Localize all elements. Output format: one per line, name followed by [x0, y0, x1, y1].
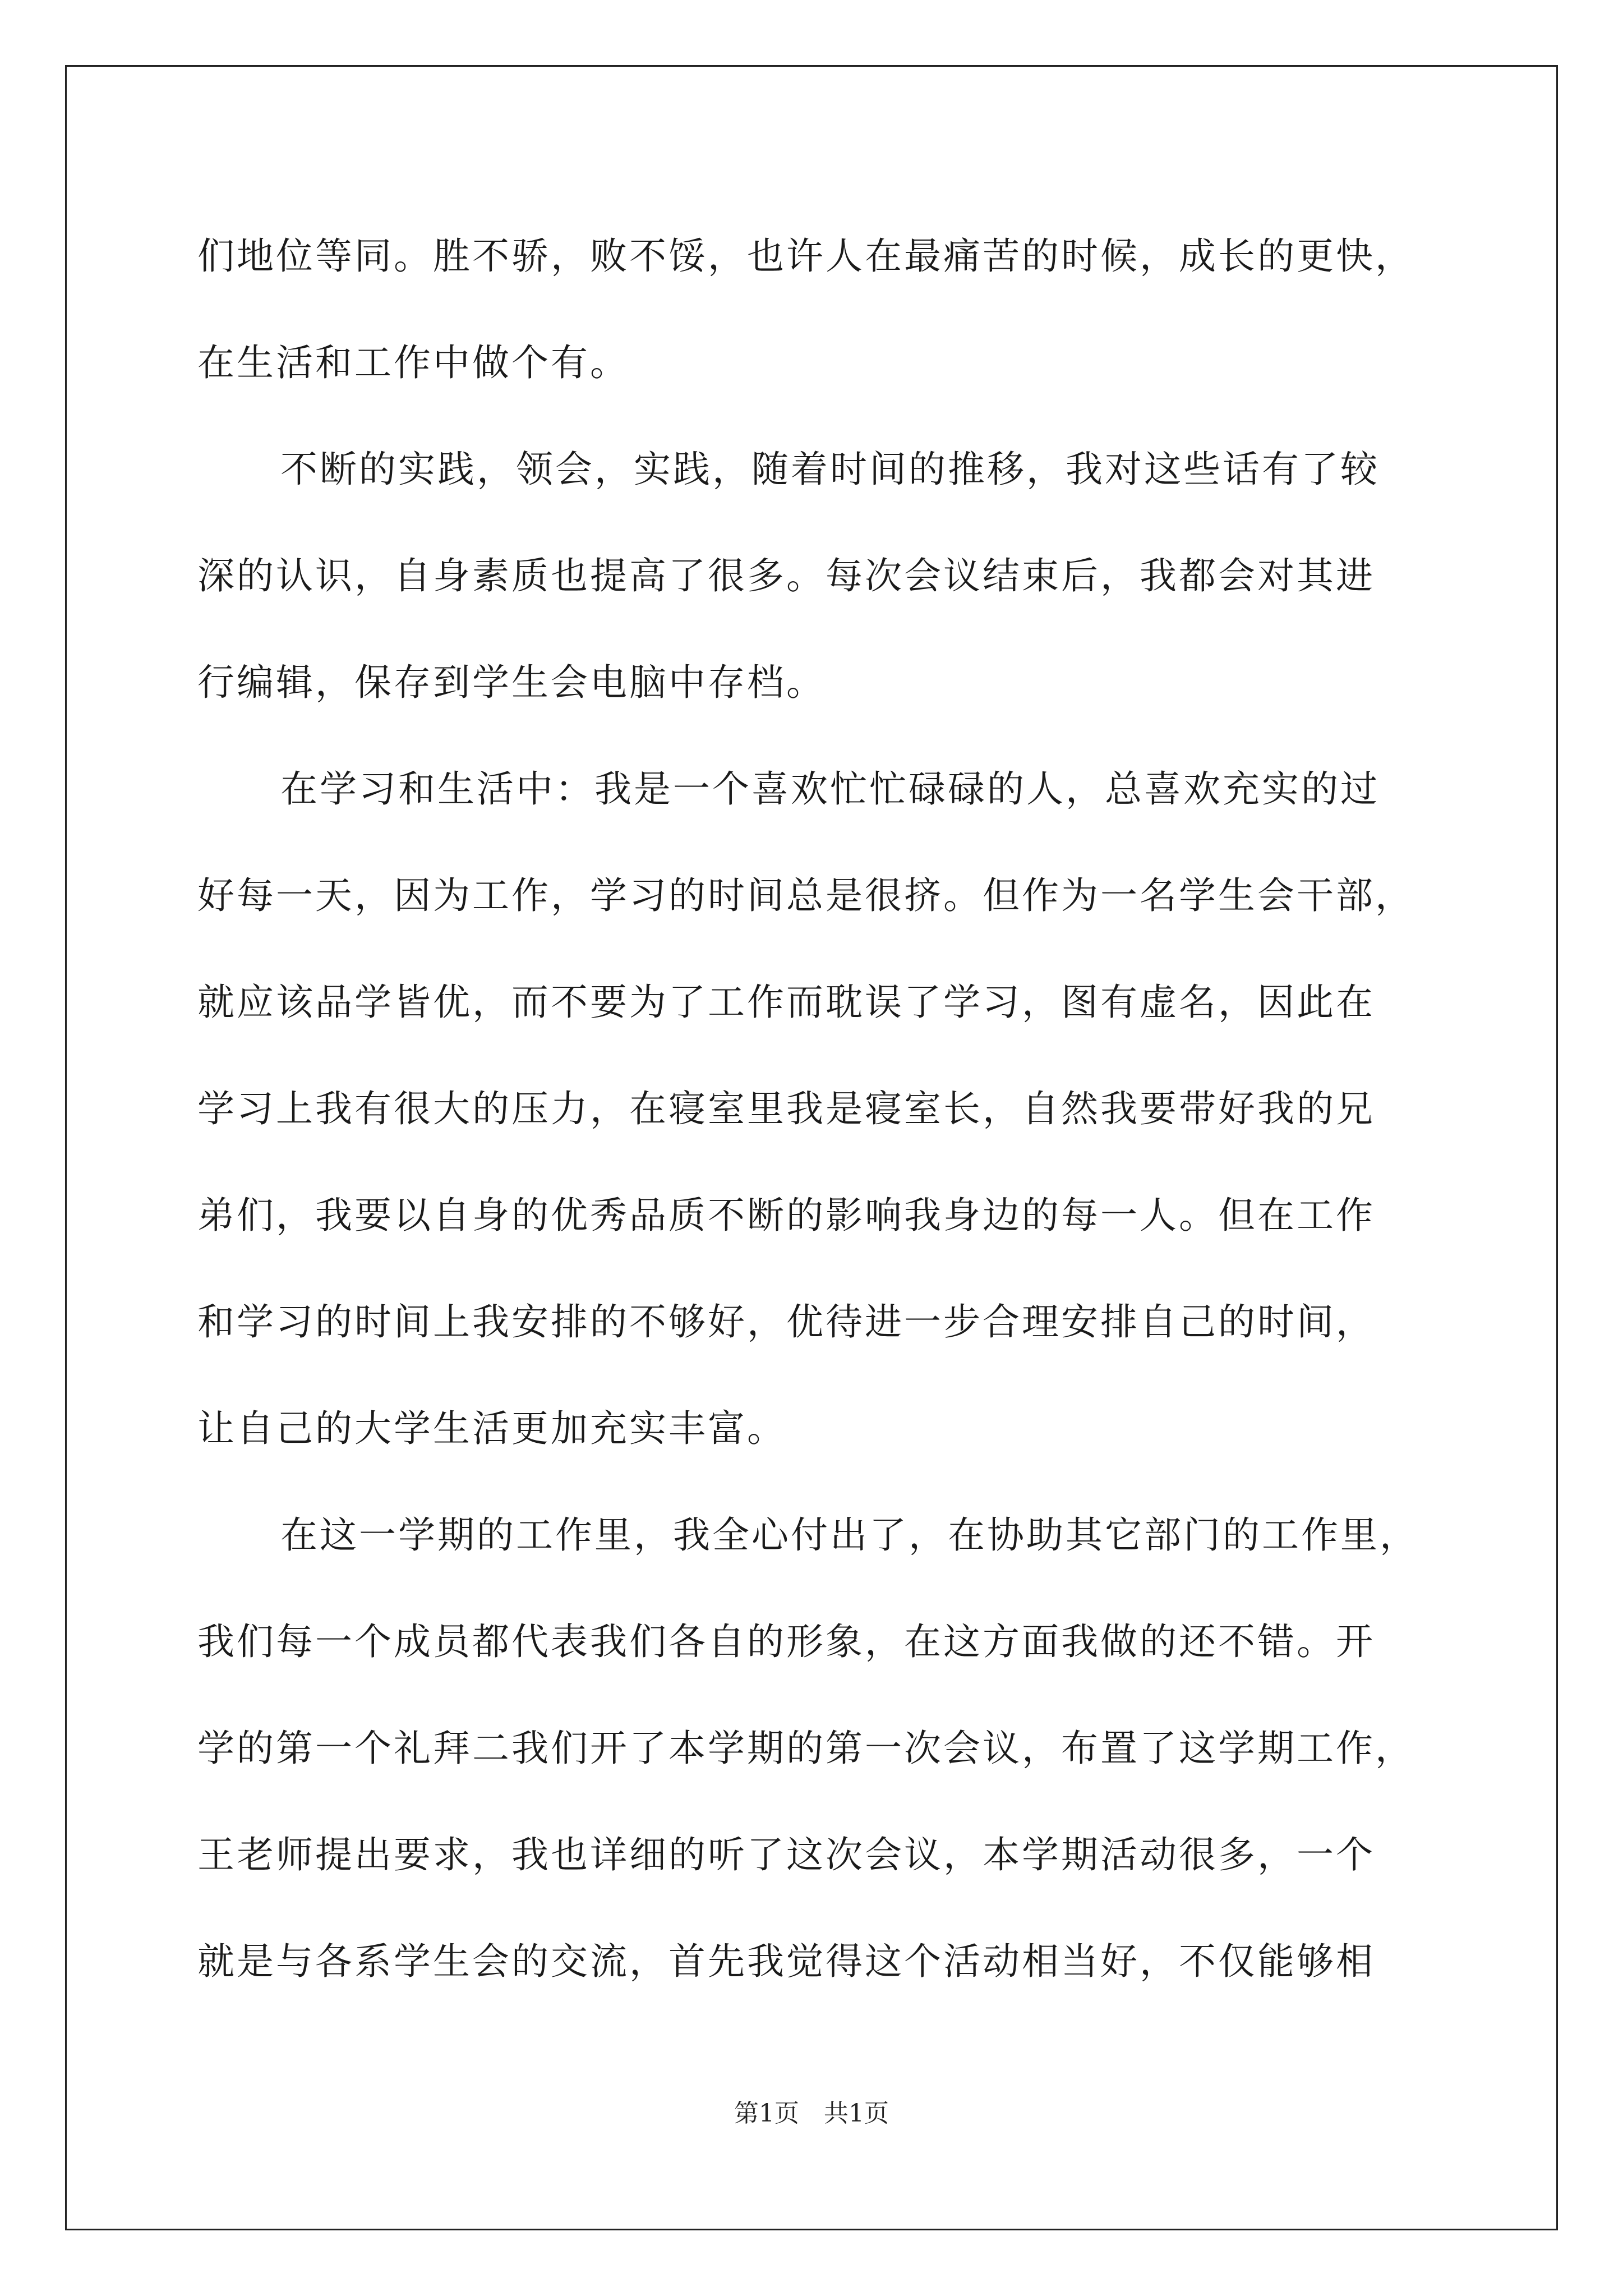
text-line: 让自己的大学生活更加充实丰富。 [197, 1407, 786, 1450]
document-body [197, 203, 1431, 2015]
text-line: 学的第一个礼拜二我们开了本学期的第一次会议，布置了这学期工作， [197, 1727, 1414, 1770]
text-line: 和学习的时间上我安排的不够好，优待进一步合理安排自己的时间， [197, 1300, 1375, 1343]
text-line: 就是与各系学生会的交流，首先我觉得这个活动相当好，不仅能够相 [197, 1940, 1375, 1983]
text-line: 在这一学期的工作里，我全心付出了，在协助其它部门的工作里， [280, 1513, 1419, 1557]
text-line: 弟们，我要以自身的优秀品质不断的影响我身边的每一人。但在工作 [197, 1194, 1375, 1237]
text-line: 们地位等同。胜不骄，败不馁，也许人在最痛苦的时候，成长的更快， [197, 234, 1414, 278]
page-number: 第1页 共1页 [734, 2099, 889, 2128]
text-line: 行编辑，保存到学生会电脑中存档。 [197, 661, 826, 704]
text-line: 学习上我有很大的压力，在寝室里我是寝室长，自然我要带好我的兄 [197, 1087, 1375, 1130]
text-line: 在学习和生活中：我是一个喜欢忙忙碌碌的人，总喜欢充实的过 [280, 767, 1380, 811]
text-line: 不断的实践，领会，实践，随着时间的推移，我对这些话有了较 [280, 448, 1380, 491]
text-line: 我们每一个成员都代表我们各自的形象，在这方面我做的还不错。开 [197, 1620, 1375, 1663]
text-line: 就应该品学皆优，而不要为了工作而耽误了学习，图有虚名，因此在 [197, 981, 1375, 1024]
text-line: 王老师提出要求，我也详细的听了这次会议，本学期活动很多，一个 [197, 1833, 1375, 1876]
text-line: 深的认识，自身素质也提高了很多。每次会议结束后，我都会对其进 [197, 554, 1375, 597]
text-line: 在生活和工作中做个有。 [197, 341, 629, 384]
text-line: 好每一天，因为工作，学习的时间总是很挤。但作为一名学生会干部， [197, 874, 1414, 917]
